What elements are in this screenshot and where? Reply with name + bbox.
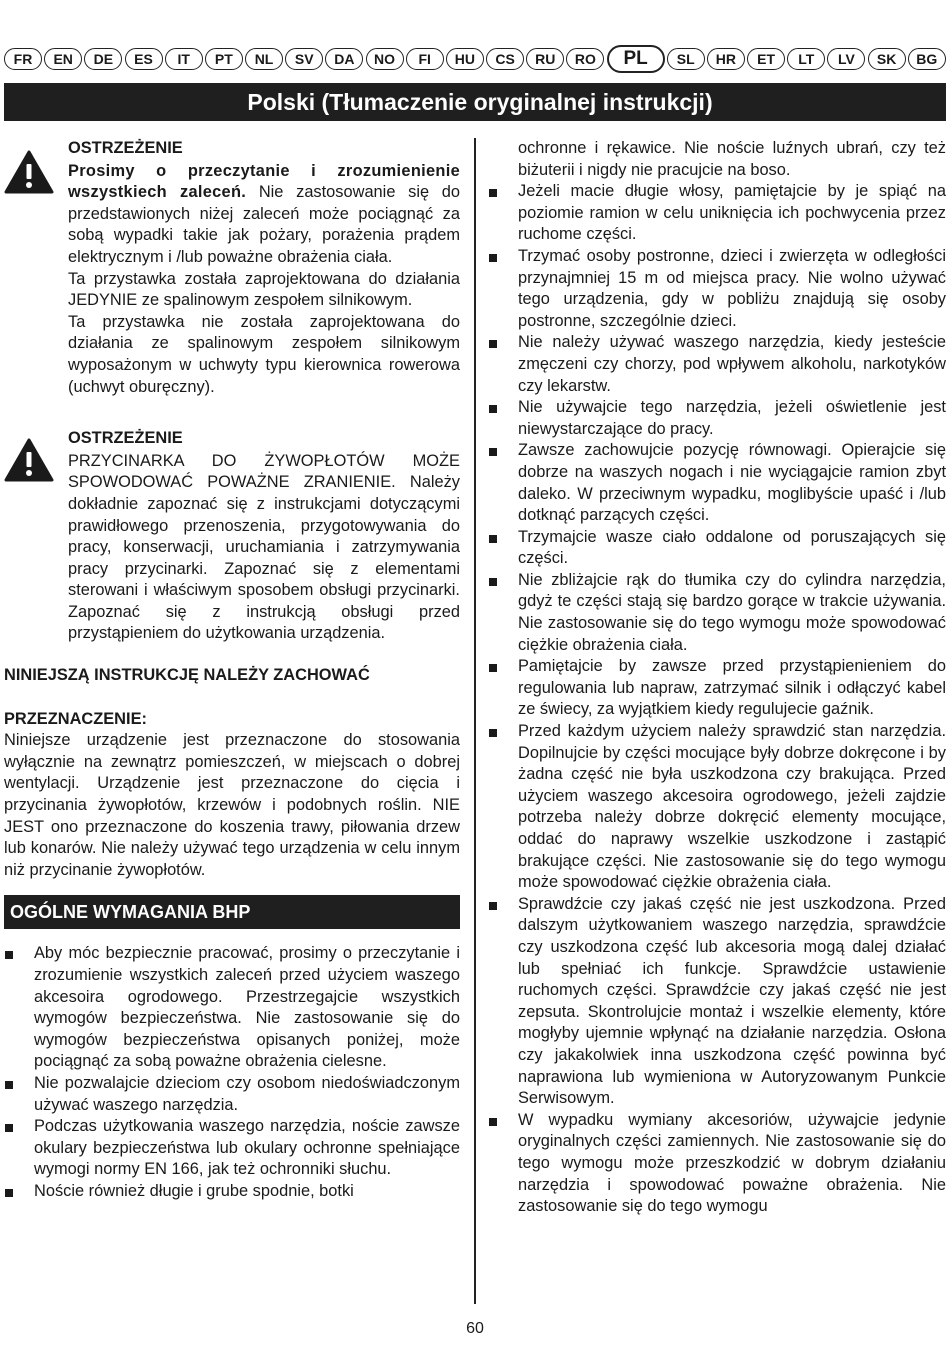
warning-triangle-icon (4, 438, 54, 482)
language-tab-sl[interactable]: SL (667, 48, 705, 70)
warning-paragraph: PRZYCINARKA DO ŻYWOPŁOTÓW MOŻE SPOWODOWAĆ POWAŻNE ZRANIENIE. Należy dokładnie zapoznać się z instrukcjami dotyczącymi prawidłowego przenoszenia, przygotowywania do pracy, konserwacji, uruchamiania i zatrzymywania pracy przycinarki. Zapoznać się z elementami sterowani i właściwym sposobem obsługi przycinarki. Zapoznać się z instrukcją obsługi przed przystąpieniem do użytkowania urządzenia. (68, 451, 460, 643)
language-tab-ro[interactable]: RO (566, 48, 604, 70)
safety-list-item: Nie należy używać waszego narzędzia, kiedy jesteście zmęczeni czy chorzy, pod wpływem alkoholu, narkotyków czy lekarstw. (488, 332, 946, 397)
language-tab-nl[interactable]: NL (245, 48, 283, 70)
language-tab-lt[interactable]: LT (787, 48, 825, 70)
language-tab-et[interactable]: ET (747, 48, 785, 70)
page-title: Polski (Tłumaczenie oryginalnej instrukcji) (4, 83, 946, 121)
column-divider (474, 138, 476, 1304)
warning-paragraph-2: Ta przystawka została zaprojektowana do działania JEDYNIE ze spalinowym zespołem silnikowym. (68, 269, 460, 310)
safety-list-item: Nie zbliżajcie rąk do tłumika czy do cylindra narzędzia, gdyż te części stają się bardzo gorące w trakcie używania. Nie zastosowanie się do tego wymogu może spowodować ciężkie obrażenia ciała. (488, 570, 946, 656)
language-tab-de[interactable]: DE (84, 48, 122, 70)
safety-list-item: Sprawdźcie czy jakaś część nie jest uszkodzona. Przed dalszym użytkowaniem waszego narzędzia, sprawdźcie czy uszkodzona część lub akcesoria mogą dalej działać lub spełniać ich funkcje. Sprawdźcie ustawienie ruchomych części. Sprawdźcie czy jakaś część nie jest zepsuta. Skontrolujcie montaż i wszelkie elementy, które mogłyby ujemnie wpłynąć na działanie narzędzia. Osłona czy jakakolwiek inna uszkodzona część powinna być naprawiona lub wymieniona w Autoryzowanym Punkcie Serwisowym. (488, 894, 946, 1110)
safety-list-item: Trzymajcie wasze ciało oddalone od poruszających się części. (488, 527, 946, 570)
language-tab-en[interactable]: EN (44, 48, 82, 70)
purpose-heading: PRZEZNACZENIE: (4, 709, 147, 728)
warning-paragraph-3: Ta przystawka nie została zaprojektowana do działania ze spalinowym zespołem silnikowym wyposażonym w uchwyty typu kierownica rowerowa (uchwyt oburęczny). (68, 312, 460, 396)
warning-lead-bold: Prosimy o przeczytanie i zrozumienienie wszystkiech zaleceń. (68, 161, 460, 202)
page-number: 60 (466, 1320, 484, 1337)
safety-list-item: Przed każdym użyciem należy sprawdzić stan narzędzia. Dopilnujcie by części mocujące były dobrze dokręcone i by żadna część nie była uszkodzona czy brakująca. Przed użyciem waszego akcesoira ogrodowego, jeżeli zajdzie potrzeba należy dobrze dokręcić elementy mocujące, oddać do naprawy wszelkie uszkodzone i zastąpić brakujące części. Nie zastosowanie się do tego wymogu może spowodować ciężkie obrażenia ciała. (488, 721, 946, 894)
warning-triangle-icon (4, 150, 54, 194)
safety-list-item: Aby móc bezpiecznie pracować, prosimy o przeczytanie i zrozumienie wszystkich zaleceń przed użyciem waszego akcesoira ogrodowego. Przestrzegajcie wszystkich wymogów bezpieczeństwa. Nie zastosowanie się do wymogów bezpieczeństwa opisanych poniżej, może pociągnąć za sobą poważne obrażenia cielesne. (4, 943, 460, 1073)
safety-list-item: W wypadku wymiany akcesoriów, używajcie jedynie oryginalnych części zamiennych. Nie zastosowanie się do tego wymogu może przeszkodzić w dobrym działaniu narzędzia i spowodować poważne obrażenia. Nie zastosowanie się do tego wymogu (488, 1110, 946, 1218)
safety-list-item: Podczas użytkowania waszego narzędzia, noście zawsze okulary bezpieczeństwa lub okulary ochronne spełniające wymogi normy EN 166, jak też ochronniki słuchu. (4, 1116, 460, 1181)
safety-list-item: Trzymać osoby postronne, dzieci i zwierzęta w odległości przynajmniej 15 m od miejsca pracy. Nie wolno używać tego urządzenia, gdy w pobliżu znajdują się osoby postronne, szczególnie dzieci. (488, 246, 946, 332)
purpose-paragraph: Niniejsze urządzenie jest przeznaczone do stosowania wyłącznie na zewnątrz pomieszczeń, w miejscach o dobrej wentylacji. Urządzenie jest przeznaczone do cięcia i przycinania żywopłotów, krzewów i podobnych roślin. NIE JEST ono przeznaczone do koszenia trawy, piłowania drzew lub konarów. Nie należy używać tego urządzenia w celu innym niż przycinanie żywopłotów. (4, 731, 460, 879)
safety-list-left (4, 943, 460, 1202)
language-tab-ru[interactable]: RU (526, 48, 564, 70)
right-column (488, 138, 946, 1218)
language-tab-fr[interactable]: FR (4, 48, 42, 70)
language-tab-no[interactable]: NO (366, 48, 404, 70)
language-tab-sk[interactable]: SK (868, 48, 906, 70)
warning-paragraph (68, 161, 460, 269)
safety-list-right (488, 181, 946, 1218)
warning-lead-text: Nie zastosowanie się do przedstawionych niżej zaleceń może pociągnąć za sobą wypadki takie jak pożary, porażenia prądem elektrycznym i /lub poważne obrażenia ciała. (68, 183, 460, 266)
safety-list-item: Nie używajcie tego narzędzia, jeżeli oświetlenie jest niewystarczające do pracy. (488, 397, 946, 440)
language-tab-es[interactable]: ES (125, 48, 163, 70)
language-tab-bar (4, 46, 946, 72)
language-tab-hr[interactable]: HR (707, 48, 745, 70)
language-tab-fi[interactable]: FI (406, 48, 444, 70)
warning-heading: OSTRZEŻENIE (68, 429, 183, 448)
language-tab-lv[interactable]: LV (827, 48, 865, 70)
continued-paragraph: ochronne i rękawice. Nie noście luźnych ubrań, czy też biżuterii i nigdy nie pracujcie na boso. (518, 139, 946, 179)
safety-list-item: Nie pozwalajcie dzieciom czy osobom niedoświadczonym używać waszego narzędzia. (4, 1073, 460, 1116)
warning-block-2 (4, 428, 460, 645)
language-tab-cs[interactable]: CS (486, 48, 524, 70)
safety-list-item: Pamiętajcie by zawsze przed przystąpienieniem do regulowania lub napraw, zatrzymać silnik i odłączyć kabel ze świecy, za wyjątkiem kiedy regulujecie gaźnik. (488, 656, 946, 721)
language-tab-bg[interactable]: BG (908, 48, 946, 70)
left-column (4, 138, 460, 1203)
language-tab-pl[interactable]: PL (607, 45, 665, 73)
safety-list-item: Noście również długie i grube spodnie, botki (4, 1181, 460, 1203)
language-tab-hu[interactable]: HU (446, 48, 484, 70)
warning-block-1 (4, 138, 460, 398)
language-tab-pt[interactable]: PT (205, 48, 243, 70)
language-tab-da[interactable]: DA (325, 48, 363, 70)
language-tab-sv[interactable]: SV (285, 48, 323, 70)
keep-instructions-heading: NINIEJSZĄ INSTRUKCJĘ NALEŻY ZACHOWAĆ (4, 666, 370, 685)
language-tab-it[interactable]: IT (165, 48, 203, 70)
warning-heading: OSTRZEŻENIE (68, 139, 183, 157)
safety-list-item: Jeżeli macie długie włosy, pamiętajcie by je spiąć na poziomie ramion w celu uniknięcia ich pochwycenia przez ruchome części. (488, 181, 946, 246)
safety-section-heading: OGÓLNE WYMAGANIA BHP (4, 895, 460, 929)
safety-list-item: Zawsze zachowujcie pozycję równowagi. Opierajcie się dobrze na waszych nogach i nie wyciągajcie ramion zbyt daleko. W przeciwnym wypadku, moglibyście upaść i /lub dotknąć parzących części. (488, 440, 946, 526)
